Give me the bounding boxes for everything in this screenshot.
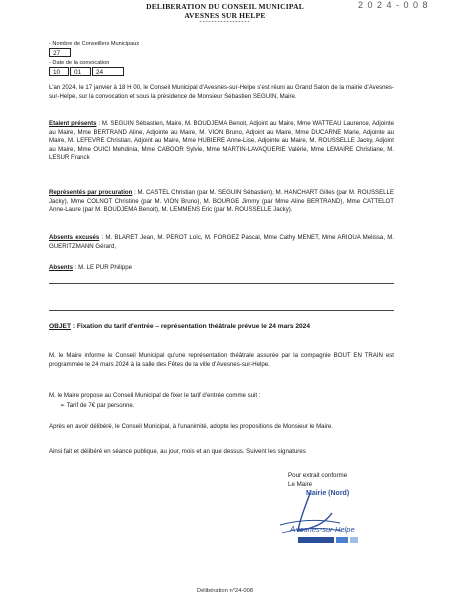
bullet-item (60, 402, 360, 411)
signature-mairie: Mairie (Nord) (306, 490, 350, 497)
top-divider (49, 283, 394, 284)
objet-label: OBJET (49, 323, 71, 330)
councillors-count: 27 (49, 48, 71, 57)
absents-text: : M. LE PUR Philippe (73, 264, 132, 271)
svg-text:vesnes-sur-Helpe: vesnes-sur-Helpe (296, 525, 355, 534)
title-underline: ----------------- (199, 19, 251, 25)
mairie-stamp-logo (270, 483, 390, 563)
excuses-text: : M. BLARET Jean, M. PEROT Loïc, M. FORGEZ Pascal, Mme Cathy MENET, Mme ARIOUA Melissa, M. GUERITZMANN Gérard, (49, 234, 394, 250)
excuses-paragraph (49, 234, 394, 251)
presents-text: : M. SEGUIN Sébastien, Maire, M. BOUDJEMA Benoit, Adjoint au Maire, Mme WATTEAU Laurence, Adjointe au Maire, Mme BERTRAND Aline, Adjointe au Maire, M. VION Bruno, Adjoint au Maire, Mme DUCARNE Marie, Adjointe au Maire, M. LEFEVRE Christian, Adjoint au Maire, Mme HUBIERE Anne-Lise, Adjointe au Maire, M. ROUSSELLE Jacky, Adjoint au Maire, Mme OUICI Mehdinia, Mme CABOOR Sylvie, Mme MARTIN-LAVAQUERIE Valérie, Mme LEMAIRE Christiane, M. LESUR Franck (49, 120, 394, 162)
bullet-text: Tarif de 7€ par personne. (66, 402, 135, 409)
procuration-text: : M. CASTEL Christian (par M. SEGUIN Sébastien), M. HANCHART Gilles (par M. ROUSSELLE Jacky), Mme COLNOT Christine (par M. VION Bruno), M. BOURGE Jimmy (par Mme Aline BERTRAND), Mme CATTELOT Anne-Laure (par M. BOUDJEMA Benoit), M. LEMMENS Eric (par M. ROUSSELLE Jacky). (49, 189, 394, 214)
signature-line-1: Pour extrait conforme (288, 472, 348, 479)
convocation-label: - Date de la convocation (49, 60, 110, 66)
bullet-icon: ➢ (60, 402, 66, 409)
convocation-month: 01 (70, 67, 91, 76)
intro-paragraph: L'an 2024, le 17 janvier à 18 H 00, le Conseil Municipal d'Avesnes-sur-Helpe s'est réuni au Grand Salon de la mairie d'Avesnes-sur-Helpe, sur la convocation et sous la présidence de Monsieur Sébastien SEGUIN, Maire. (49, 84, 394, 100)
deliberation-reference: 2 0 2 4 - 0 0 8 (358, 0, 429, 10)
document-title: DELIBERATION DU CONSEIL MUNICIPAL (146, 2, 304, 11)
body-paragraph-4: Ainsi fait et délibéré en séance publique, au jour, mois et an que dessus. Suivent les signatures (49, 448, 306, 455)
document-subtitle: AVESNES SUR HELPE (184, 11, 266, 20)
procuration-label: Représentés par procuration (49, 189, 133, 196)
procuration-paragraph (49, 189, 394, 215)
presents-paragraph (49, 120, 394, 163)
councillors-label: - Nombre de Conseillers Municipaux (49, 41, 140, 47)
convocation-day: 10 (49, 67, 69, 76)
svg-text:A: A (290, 525, 296, 534)
signature-line-2: Le Maire (288, 481, 313, 488)
objet-line (49, 323, 310, 330)
body-paragraph-3: Après en avoir délibéré, le Conseil Municipal, à l'unanimité, adopte les propositions de Monsieur le Maire. (49, 423, 333, 430)
body-paragraph-1: M. le Maire informe le Conseil Municipal qu'une représentation théâtrale assurée par la compagnie BOUT EN TRAIN est programmée le 24 mars 2024 à la salle des Fêtes de la ville d'Avesnes-sur-Helpe. (49, 352, 394, 368)
objet-text: : Fixation du tarif d'entrée – représentation théâtrale prévue le 24 mars 2024 (70, 323, 311, 330)
absents-label: Absents (49, 264, 74, 271)
excuses-label: Absents excusés (49, 234, 100, 241)
absents-paragraph (49, 264, 394, 273)
body-paragraph-2: M. le Maire propose au Conseil Municipal de fixer le tarif d'entrée comme suit : (49, 392, 261, 399)
bottom-divider (49, 310, 394, 311)
presents-label: Etaient présents (49, 120, 97, 127)
convocation-year: 24 (92, 67, 124, 76)
footer-reference: Délibération n°24-008 (196, 588, 254, 594)
